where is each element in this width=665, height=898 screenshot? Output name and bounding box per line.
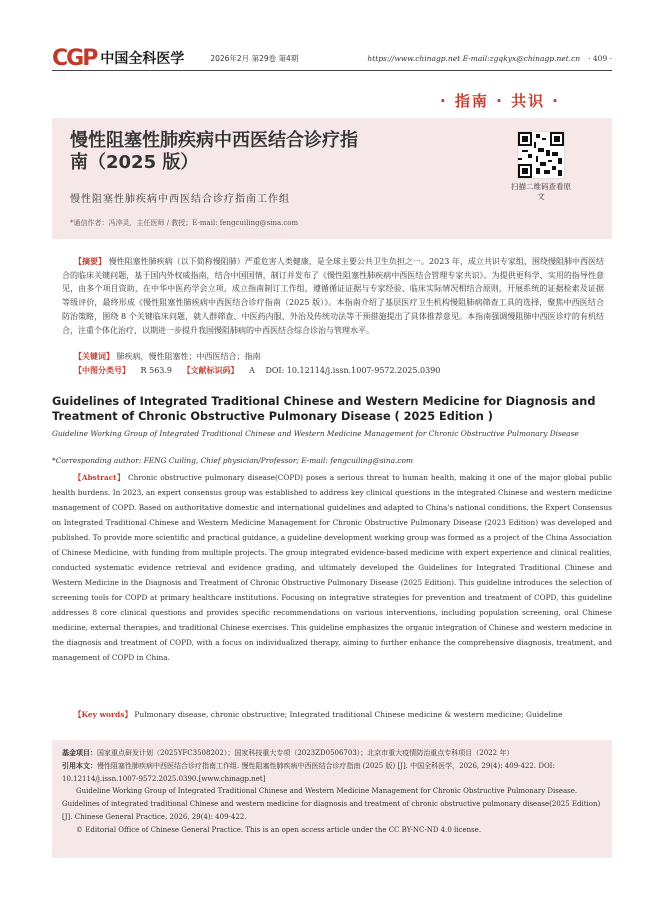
abstract-label-cn: 【摘要】: [74, 256, 107, 266]
issue-info: 2026年2月 第29卷 第4期: [210, 53, 299, 63]
section-tag: · 指南 · 共识 ·: [440, 92, 560, 110]
corresponding-author-cn: *通信作者：冯淬灵，主任医师 / 教授；E-mail: fengcuiling@sina.com: [70, 219, 299, 227]
website-link[interactable]: https://www.chinagp.net E-mail:zgqkyx@chinagp.net.cn: [367, 53, 581, 63]
qr-code[interactable]: [517, 131, 565, 179]
cite-text-cn: 慢性阻塞性肺疾病中西医结合诊疗指南工作组. 慢性阻塞性肺疾病中西医结合诊疗指南 (2025 版) [J]. 中国全科医学，2026, 29(4): 409-422. DOI: 10.12114/j.issn.1007-9572.2025.0390.[www.chinagp.net]: [62, 761, 555, 783]
clc-value: R 563.9: [140, 366, 173, 375]
abstract-label-en: 【Abstract】: [74, 473, 126, 482]
doc-code-label: 【文献标识码】: [182, 365, 239, 375]
author-group-cn: 慢性阻塞性肺疾病中西医结合诊疗指南工作组: [70, 194, 290, 205]
keywords-label-cn: 【关键词】: [74, 351, 114, 361]
doi[interactable]: DOI: 10.12114/j.issn.1007-9572.2025.0390: [265, 366, 441, 375]
fund-label: 基金项目：: [62, 748, 97, 757]
keywords-text-cn: 肺疾病，慢性阻塞性；中西医结合；指南: [116, 352, 261, 361]
qr-caption: 扫描二维码查看原文: [511, 182, 571, 201]
journal-name: 中国全科医学: [100, 51, 185, 67]
cite-line-cn: [62, 760, 607, 786]
keywords-label-en: 【Key words】: [74, 710, 132, 719]
classification-line: [74, 365, 440, 376]
header-contact: [367, 54, 612, 63]
keywords-en: [52, 708, 612, 722]
keywords-text-en: Pulmonary disease, chronic obstructive; Integrated traditional Chinese medicine & western medicine; Guideline: [134, 710, 563, 719]
cite-text-en: Guideline Working Group of Integrated Traditional Chinese and Western Medicine Management for Chronic Obstructive Pulmonary Disease. Guidelines of integrated traditional Chinese and western medicine for diagnosis and treatment of chronic obstructive pulmonary disease(2025 Edition)[J]. Chinese General Practice, 2026, 29(4): 409-422.: [62, 787, 601, 821]
footer-notes: [62, 747, 607, 837]
keywords-cn: [74, 351, 261, 362]
article-title-en: Guidelines of Integrated Traditional Chinese and Western Medicine for Diagnosis and Treatment of Chronic Obstructive Pulmonary Disease ( 2025 Edition ): [52, 395, 596, 423]
cite-label: 引用本文：: [62, 760, 97, 770]
header-rule: [52, 70, 612, 71]
license-text: © Editorial Office of Chinese General Practice. This is an open access article under the CC BY-NC-ND 4.0 license.: [76, 825, 482, 834]
article-title-cn: 慢性阻塞性肺疾病中西医结合诊疗指南（2025 版）: [70, 130, 358, 173]
author-group-en: Guideline Working Group of Integrated Traditional Chinese and Western Medicine Management for Chronic Obstructive Pulmonary Disease: [52, 429, 579, 438]
clc-label: 【中图分类号】: [74, 365, 130, 375]
abstract-cn: [62, 255, 604, 337]
fund-text: 国家重点研发计划（2025YFC3508202）；国家科技重大专项（2023ZD0506703）；北京市重大疫情防治重点专科项目（2022 年）: [97, 749, 514, 757]
page-number: · 409 ·: [588, 53, 612, 63]
abstract-en: [52, 470, 612, 665]
journal-logo: CGP: [52, 45, 97, 71]
doc-code-value: A: [249, 366, 255, 375]
qr-code-icon: [518, 132, 564, 178]
abstract-text-cn: 慢性阻塞性肺疾病（以下简称慢阻肺）严重危害人类健康，是全球主要公共卫生负担之一。2023 年，成立共识专家组，围绕慢阻肺中西医结合的临床关键问题，基于国内外权威指南，结合中国国情，制订并发布了《慢性阻塞性肺疾病中西医结合管理专家共识》。为提供更科学、实用的指导性意见，由多个项目资助，在中华中医药学会立项，成立指南制订工作组，遵循循证证据与专家经验、临床实际情况相结合原则，开展系统的证据检索及证据等级评价，最终形成《慢性阻塞性肺疾病中西医结合诊疗指南（2025 版）》。本指南介绍了基层医疗卫生机构慢阻肺病筛查工具的选择，聚焦中西医结合防治策略，围绕 8 个关键临床问题，就人群筛查、中医药内服、外治及传统功法等干预措施提出了具体推荐意见。本指南强调慢阻肺中西医诊疗的有机结合，注重个体化治疗，以期进一步提升我国慢阻肺病的中西医结合综合诊治与管理水平。: [62, 257, 605, 335]
abstract-text-en: Chronic obstructive pulmonary disease(COPD) poses a serious threat to human health, making it one of the major global public health burdens. In 2023, an expert consensus group was established to address key clinical questions in the integrated Chinese and western medicine management of COPD. Based on authoritative domestic and international guidelines and adapted to China's national conditions, the Expert Consensus on Integrated Traditional Chinese and Western Medicine Management for Chronic Obstructive Pulmonary Disease (2023 Edition) was developed and published. To provide more scientific and practical guidance, a guideline development working group was formed as a project of the China Association of Chinese Medicine, with funding from multiple projects. The group integrated evidence-based medicine with expert experience and clinical realities, conducted systematic evidence retrieval and evidence grading, and ultimately developed the Guidelines for Integrated Traditional Chinese and Western Medicine in the Diagnosis and Treatment of Chronic Obstructive Pulmonary Disease (2025 Edition). This guideline introduces the selection of screening tools for COPD at primary healthcare institutions. Focusing on integrative strategies for prevention and treatment of COPD, this guideline addresses 8 core clinical questions and provides specific recommendations on various interventions, including population screening, oral Chinese medicine, external therapies, and traditional Chinese exercises. This guideline emphasizes the organic integration of Chinese and western medicine in the diagnosis and treatment of COPD, with a focus on individualized therapy, aiming to further enhance the comprehensive diagnosis, treatment, and management of COPD in China.: [52, 473, 612, 662]
corresponding-author-en: *Corresponding author: FENG Cuiling, Chief physician/Professor; E-mail: fengcuiling@sina.com: [52, 456, 414, 465]
journal-header: [52, 46, 612, 70]
fund-line: [62, 747, 607, 760]
